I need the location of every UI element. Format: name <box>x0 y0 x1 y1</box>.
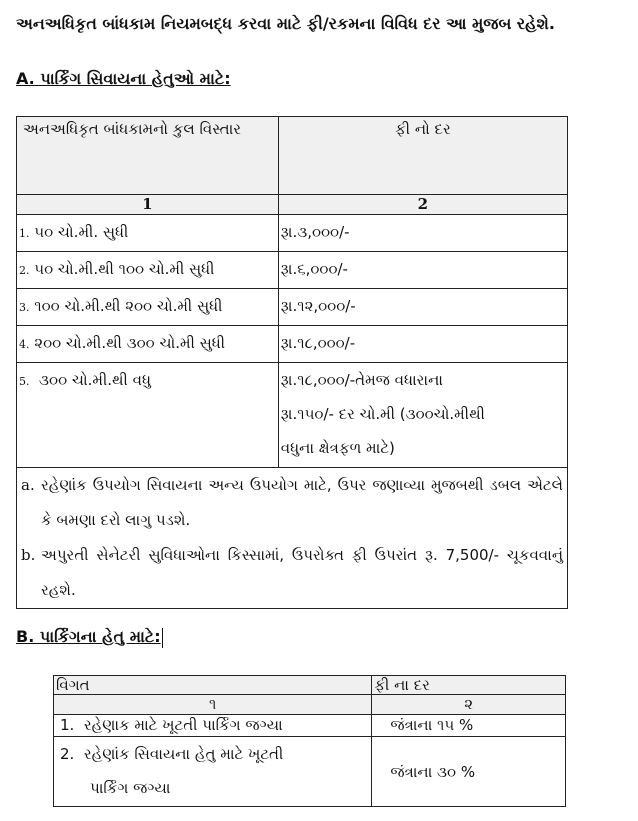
notes-row <box>17 468 568 609</box>
detail-text: રહેણાક માટે ખૂટતી પાર્કિંગ જગ્યા <box>83 716 283 734</box>
page-title: અનઅધિકૃત બાંધકામ નિયમબદ્ધ કરવા માટે ફી/રકમના વિવિધ દર આ મુજબ રહેશે. <box>16 14 555 33</box>
header-fee-rate: ફી ના દર <box>372 676 566 695</box>
notes-cell <box>17 468 568 609</box>
row-number: 2. <box>19 264 30 277</box>
row-number: 2. <box>60 745 75 763</box>
area-cell <box>17 363 279 468</box>
detail-line <box>60 737 369 771</box>
table-row <box>54 715 566 737</box>
header-detail: વિગત <box>54 676 372 695</box>
table-row <box>17 215 568 252</box>
fee-line: રૂા.૧૮,૦૦૦/-તેમજ વધારાના <box>280 371 443 389</box>
non-parking-fee-table <box>16 116 568 609</box>
note-text: અપુરતી સેનેટરી સુવિધાઓના કિસ્સામાં, ઉપરોક્ત ફી ઉપરાંત રૂ. 7,500/- ચૂકવવાનું રહશે. <box>41 546 563 599</box>
table-row <box>54 737 566 807</box>
section-a-heading: A. પાર્કિંગ સિવાયના હેતુઓ માટે: <box>16 69 231 88</box>
fee-line: રૂા.૧૫૦/- દર ચો.મી (૩૦૦ચો.મીથી <box>280 405 485 423</box>
area-text: ૧૦૦ ચો.મી.થી ૨૦૦ ચો.મી સુધી <box>34 297 223 315</box>
text-cursor <box>162 628 163 648</box>
area-text: ૫૦ ચો.મી. સુધી <box>34 223 129 241</box>
note-marker: b. <box>21 546 36 564</box>
rate-cell: જંત્રાના ૧૫ % <box>372 715 566 737</box>
section-b-heading <box>16 626 163 648</box>
column-number-2: 2 <box>278 195 567 215</box>
area-text: ૩૦૦ ચો.મી.થી વધુ <box>39 371 151 389</box>
table-header-row <box>54 676 566 695</box>
table-row <box>17 289 568 326</box>
note-marker: a. <box>21 476 35 494</box>
area-cell <box>17 215 279 252</box>
column-number-1: ૧ <box>54 695 372 715</box>
fee-line: વધુના ક્ષેત્રફળ માટે) <box>280 439 395 457</box>
table-header-row <box>17 117 568 195</box>
fee-cell: રૂા.૧૨,૦૦૦/- <box>278 289 567 326</box>
table-row <box>17 326 568 363</box>
fee-cell: રૂા.૩,૦૦૦/- <box>278 215 567 252</box>
column-number-row <box>54 695 566 715</box>
section-b-heading-text: B. પાર્કિંગના હેતુ માટે: <box>16 627 161 646</box>
row-number: 1. <box>60 716 75 734</box>
header-area: અનઅધિકૃત બાંધકામનો કુલ વિસ્તાર <box>17 117 279 195</box>
row-number: 3. <box>19 301 30 314</box>
fee-cell: રૂા.૧૮,૦૦૦/- <box>278 326 567 363</box>
column-number-2: ૨ <box>372 695 566 715</box>
area-text: ૨૦૦ ચો.મી.થી ૩૦૦ ચો.મી સુધી <box>34 334 226 352</box>
detail-line: પાર્કિંગ જગ્યા <box>90 779 171 797</box>
area-text: ૫૦ ચો.મી.થી ૧૦૦ ચો.મી સુધી <box>34 260 215 278</box>
note-b <box>21 538 563 608</box>
row-number: 1. <box>19 227 30 240</box>
table-row <box>17 252 568 289</box>
parking-fee-table <box>53 675 566 807</box>
table-row <box>17 363 568 468</box>
column-number-1: 1 <box>17 195 279 215</box>
header-fee-rate: ફી નો દર <box>278 117 567 195</box>
row-number: 4. <box>19 338 30 351</box>
note-text: રહેણાંક ઉપયોગ સિવાયના અન્ય ઉપયોગ માટે, ઉપર જણાવ્યા મુજબથી ડબલ એટલે કે બમણા દરો લાગુ પડશે. <box>41 476 563 529</box>
row-number: 5. <box>19 375 30 388</box>
detail-cell <box>54 737 372 807</box>
area-cell <box>17 252 279 289</box>
area-cell <box>17 289 279 326</box>
detail-cell <box>54 715 372 737</box>
fee-cell: રૂા.૬,૦૦૦/- <box>278 252 567 289</box>
note-a <box>21 468 563 538</box>
detail-text: રહેણાંક સિવાયના હેતુ માટે ખૂટતી <box>83 745 284 763</box>
area-cell <box>17 326 279 363</box>
fee-cell <box>278 363 567 468</box>
column-number-row <box>17 195 568 215</box>
rate-cell: જંત્રાના ૩૦ % <box>372 737 566 807</box>
